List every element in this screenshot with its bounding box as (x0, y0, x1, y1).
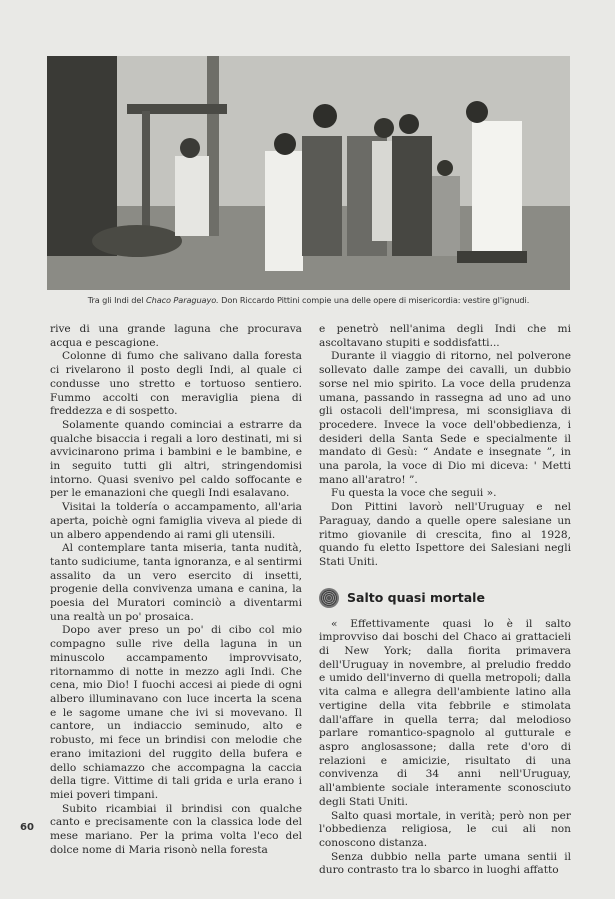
section-title: Salto quasi mortale (347, 589, 485, 605)
caption-place: Chaco Paraguayo. (146, 295, 219, 305)
paragraph: Subito ricambiai il brindisi con qualche canto e precisamente con la classica lode del mese mariano. Per la prima volta l'eco del dolce nome di Maria risonò nella foresta (50, 802, 302, 856)
rosette-icon (319, 588, 339, 608)
paragraph: Al contemplare tanta miseria, tanta nudità, tanto sudiciume, tanta ignoranza, e al sentirmi assalito da un vero esercito di insetti, progenie della convivenza umana e canina, la poesia del Muratori cominciò a diventarmi una realtà un po' prosaica. (50, 542, 302, 623)
paragraph: Solamente quando cominciai a estrarre da qualche bisaccia i regali a loro destinati, mi si avvicinarono prima i bambini e le bambine, e in seguito tutti gli altri, stringendomisi intorno. Quasi svenivo pel caldo soffocante e per le emanazioni che quegli Indi esalavano. (50, 418, 302, 500)
right-column (319, 323, 571, 878)
paragraph: « Effettivamente quasi lo è il salto improvviso dai boschi del Chaco ai grattacieli di New York; dalla fiorita primavera dell'Uruguay in novembre, al preludio freddo e umido dell'inverno di quella metropoli; dalla vita calma e allegra dell'ambiente latino alla vertigine della vita febbrile e stimolata dall'affare in quella terra; dal melodioso parlare romantico-spagnolo al gutturale e aspro anglosassone; dalla rete d'oro di relazioni e amicizie, risultato di una convivenza di 34 anni nell'Uruguay, all'ambiente sociale interamente sconosciuto degli Stati Uniti. (319, 617, 571, 808)
caption-suffix: Don Riccardo Pittini compie una delle opere di misericordia: vestire gl'ignudi. (218, 295, 530, 305)
paragraph: Durante il viaggio di ritorno, nel polverone sollevato dalle zampe dei cavalli, un dubbio sorse nel mio spirito. La voce della prudenza umana, passando in rassegna ad uno ad uno gli ostacoli dell'impresa, mi sconsigliava di procedere. Invece la voce dell'obbedienza, i desideri della Santa Sede e specialmente il mandato di Gesù: “ Andate e insegnate ”, in una parola, la voce di Dio mi diceva: ' Metti mano all'aratro! ”. (319, 350, 571, 486)
paragraph: rive di una grande laguna che procurava acqua e pescagione. (50, 323, 302, 349)
photo-caption (47, 295, 570, 305)
left-column (50, 323, 302, 857)
paragraph: e penetrò nell'anima degli Indi che mi ascoltavano stupiti e soddisfatti... (319, 323, 571, 349)
paragraph: Visitai la toldería o accampamento, all'aria aperta, poichè ogni famiglia viveva al piede di un albero appendendo ai rami gli utensili. (50, 501, 302, 541)
paragraph: Don Pittini lavorò nell'Uruguay e nel Paraguay, dando a quelle opere salesiane un ritmo giovanile di crescita, fino al 1928, quando fu eletto Ispettore dei Salesiani negli Stati Uniti. (319, 501, 571, 568)
paragraph: Salto quasi mortale, in verità; però non per l'obbedienza religiosa, le cui ali non conoscono distanza. (319, 809, 571, 849)
photo-indians-chaco (47, 56, 570, 290)
paragraph: Colonne di fumo che salivano dalla foresta ci rivelarono il posto degli Indi, al quale ci condusse uno stretto e tortuoso sentiero. Fummo accolti con meraviglia piena di freddezza e di sospetto. (50, 350, 302, 418)
paragraph: Fu questa la voce che seguii ». (331, 487, 497, 500)
section-heading (319, 588, 571, 608)
paragraph: Dopo aver preso un po' di cibo col mio compagno sulle rive della laguna in un minuscolo accampamento improvvisato, ritornammo di notte in mezzo agli Indi. Che cena, mio Dio! I fuochi accesi ai piede di ogni albero illuminavano con luce incerta la scena e le sagome umane che ivi si movevano. Il cantore, un indiaccio seminudo, alto e robusto, mi fece un brindisi con melodie che erano imitazioni del ruggito della bufera e dello schiamazzo che accompagna la caccia della tigre. Vittime di tali grida e urla erano i miei poveri timpani. (50, 624, 302, 801)
paragraph: Senza dubbio nella parte umana sentii il duro contrasto tra lo sbarco in luoghi affatto (319, 850, 571, 877)
page-number: 60 (20, 822, 34, 833)
caption-prefix: Tra gli Indi del (87, 295, 146, 305)
